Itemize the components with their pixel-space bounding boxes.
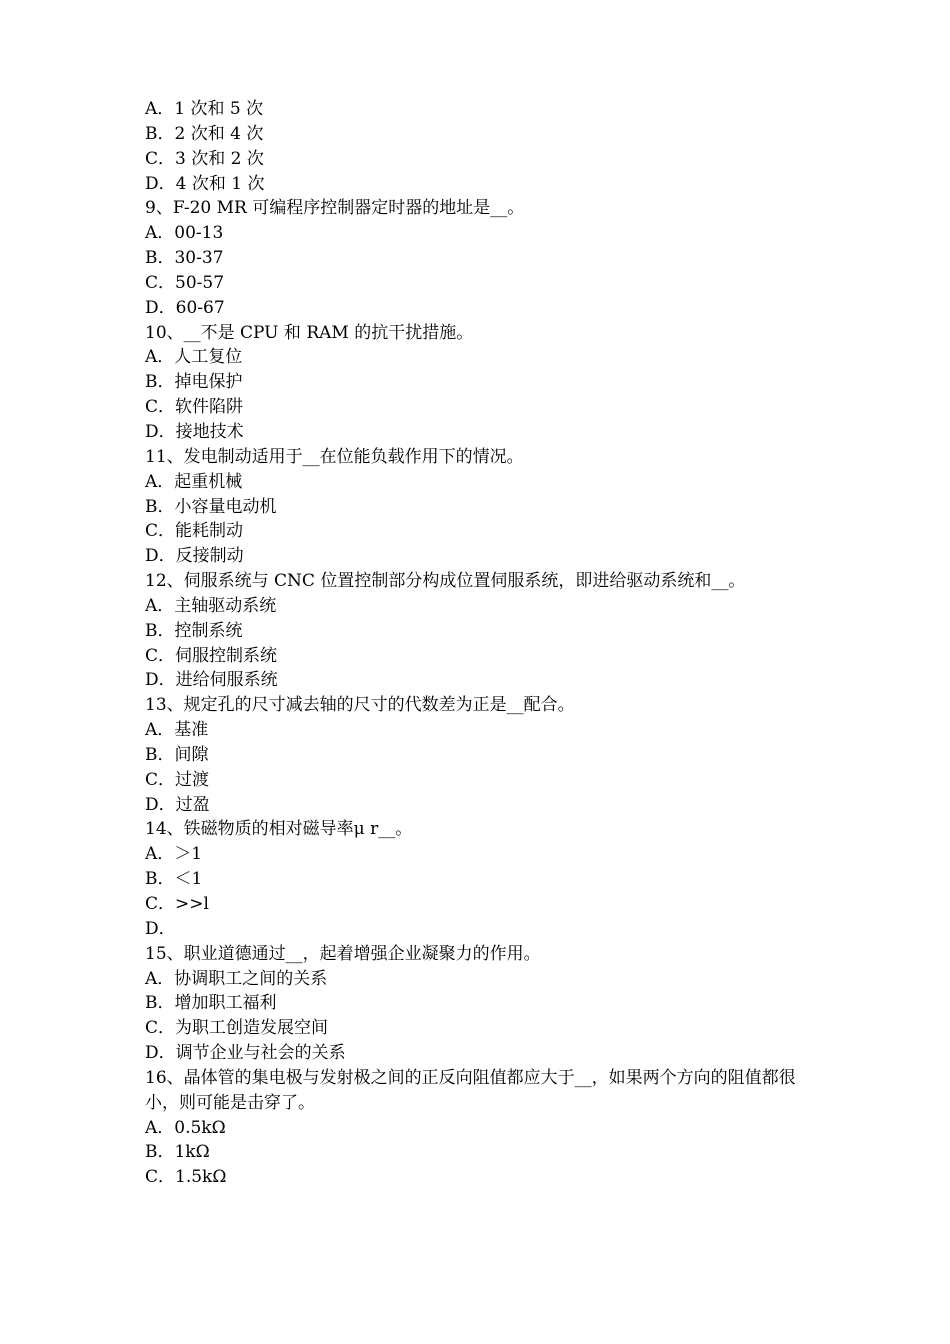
question-15: 15、职业道德通过__，起着增强企业凝聚力的作用。 <box>145 943 541 964</box>
option-q14-a: A．＞1 <box>145 844 203 865</box>
option-q14-d: D． <box>145 918 176 939</box>
option-q10-d: D．接地技术 <box>145 421 244 442</box>
option-q16-b: B．1kΩ <box>145 1142 210 1163</box>
option-q8-c: C．3 次和 2 次 <box>145 148 264 169</box>
question-9: 9、F-20 MR 可编程序控制器定时器的地址是__。 <box>145 198 525 219</box>
question-11: 11、发电制动适用于__在位能负载作用下的情况。 <box>145 446 524 467</box>
question-12: 12、伺服系统与 CNC 位置控制部分构成位置伺服系统，即进给驱动系统和__。 <box>145 571 746 592</box>
option-q12-a: A．主轴驱动系统 <box>145 595 277 616</box>
option-q11-b: B．小容量电动机 <box>145 496 277 517</box>
question-13: 13、规定孔的尺寸减去轴的尺寸的代数差为正是__配合。 <box>145 695 575 716</box>
option-q13-b: B．间隙 <box>145 744 209 765</box>
option-q12-c: C．伺服控制系统 <box>145 645 278 666</box>
option-q8-a: A．1 次和 5 次 <box>145 99 264 119</box>
option-q9-d: D．60-67 <box>145 297 225 318</box>
option-q8-d: D．4 次和 1 次 <box>145 173 265 194</box>
option-q13-a: A．基准 <box>145 720 209 741</box>
option-q15-a: A．协调职工之间的关系 <box>145 968 328 989</box>
option-q13-d: D．过盈 <box>145 794 210 815</box>
option-q8-b: B．2 次和 4 次 <box>145 123 264 144</box>
option-q14-b: B．＜1 <box>145 869 203 890</box>
question-16: 16、晶体管的集电极与发射极之间的正反向阻值都应大于__，如果两个方向的阻值都很小，则可能是击穿了。 <box>145 1067 796 1113</box>
option-q10-b: B．掉电保护 <box>145 372 243 393</box>
question-10: 10、__不是 CPU 和 RAM 的抗干扰措施。 <box>145 322 474 343</box>
option-q14-c: C．>>l <box>145 894 209 914</box>
option-q12-d: D．进给伺服系统 <box>145 670 278 691</box>
option-q15-c: C．为职工创造发展空间 <box>145 1018 329 1039</box>
option-q10-c: C．软件陷阱 <box>145 397 244 418</box>
document-page <box>145 97 825 1190</box>
option-q16-c: C．1.5kΩ <box>145 1167 227 1188</box>
question-14: 14、铁磁物质的相对磁导率μ r__。 <box>145 819 413 840</box>
option-q9-a: A．00-13 <box>145 223 224 244</box>
option-q12-b: B．控制系统 <box>145 620 243 641</box>
option-q11-c: C．能耗制动 <box>145 521 244 542</box>
option-q16-a: A．0.5kΩ <box>145 1117 226 1138</box>
option-q9-b: B．30-37 <box>145 248 224 269</box>
option-q11-a: A．起重机械 <box>145 471 243 492</box>
option-q10-a: A．人工复位 <box>145 347 243 368</box>
option-q11-d: D．反接制动 <box>145 546 244 567</box>
option-q9-c: C．50-57 <box>145 272 225 293</box>
option-q13-c: C．过渡 <box>145 769 210 790</box>
option-q15-b: B．增加职工福利 <box>145 993 277 1014</box>
option-q15-d: D．调节企业与社会的关系 <box>145 1043 346 1064</box>
